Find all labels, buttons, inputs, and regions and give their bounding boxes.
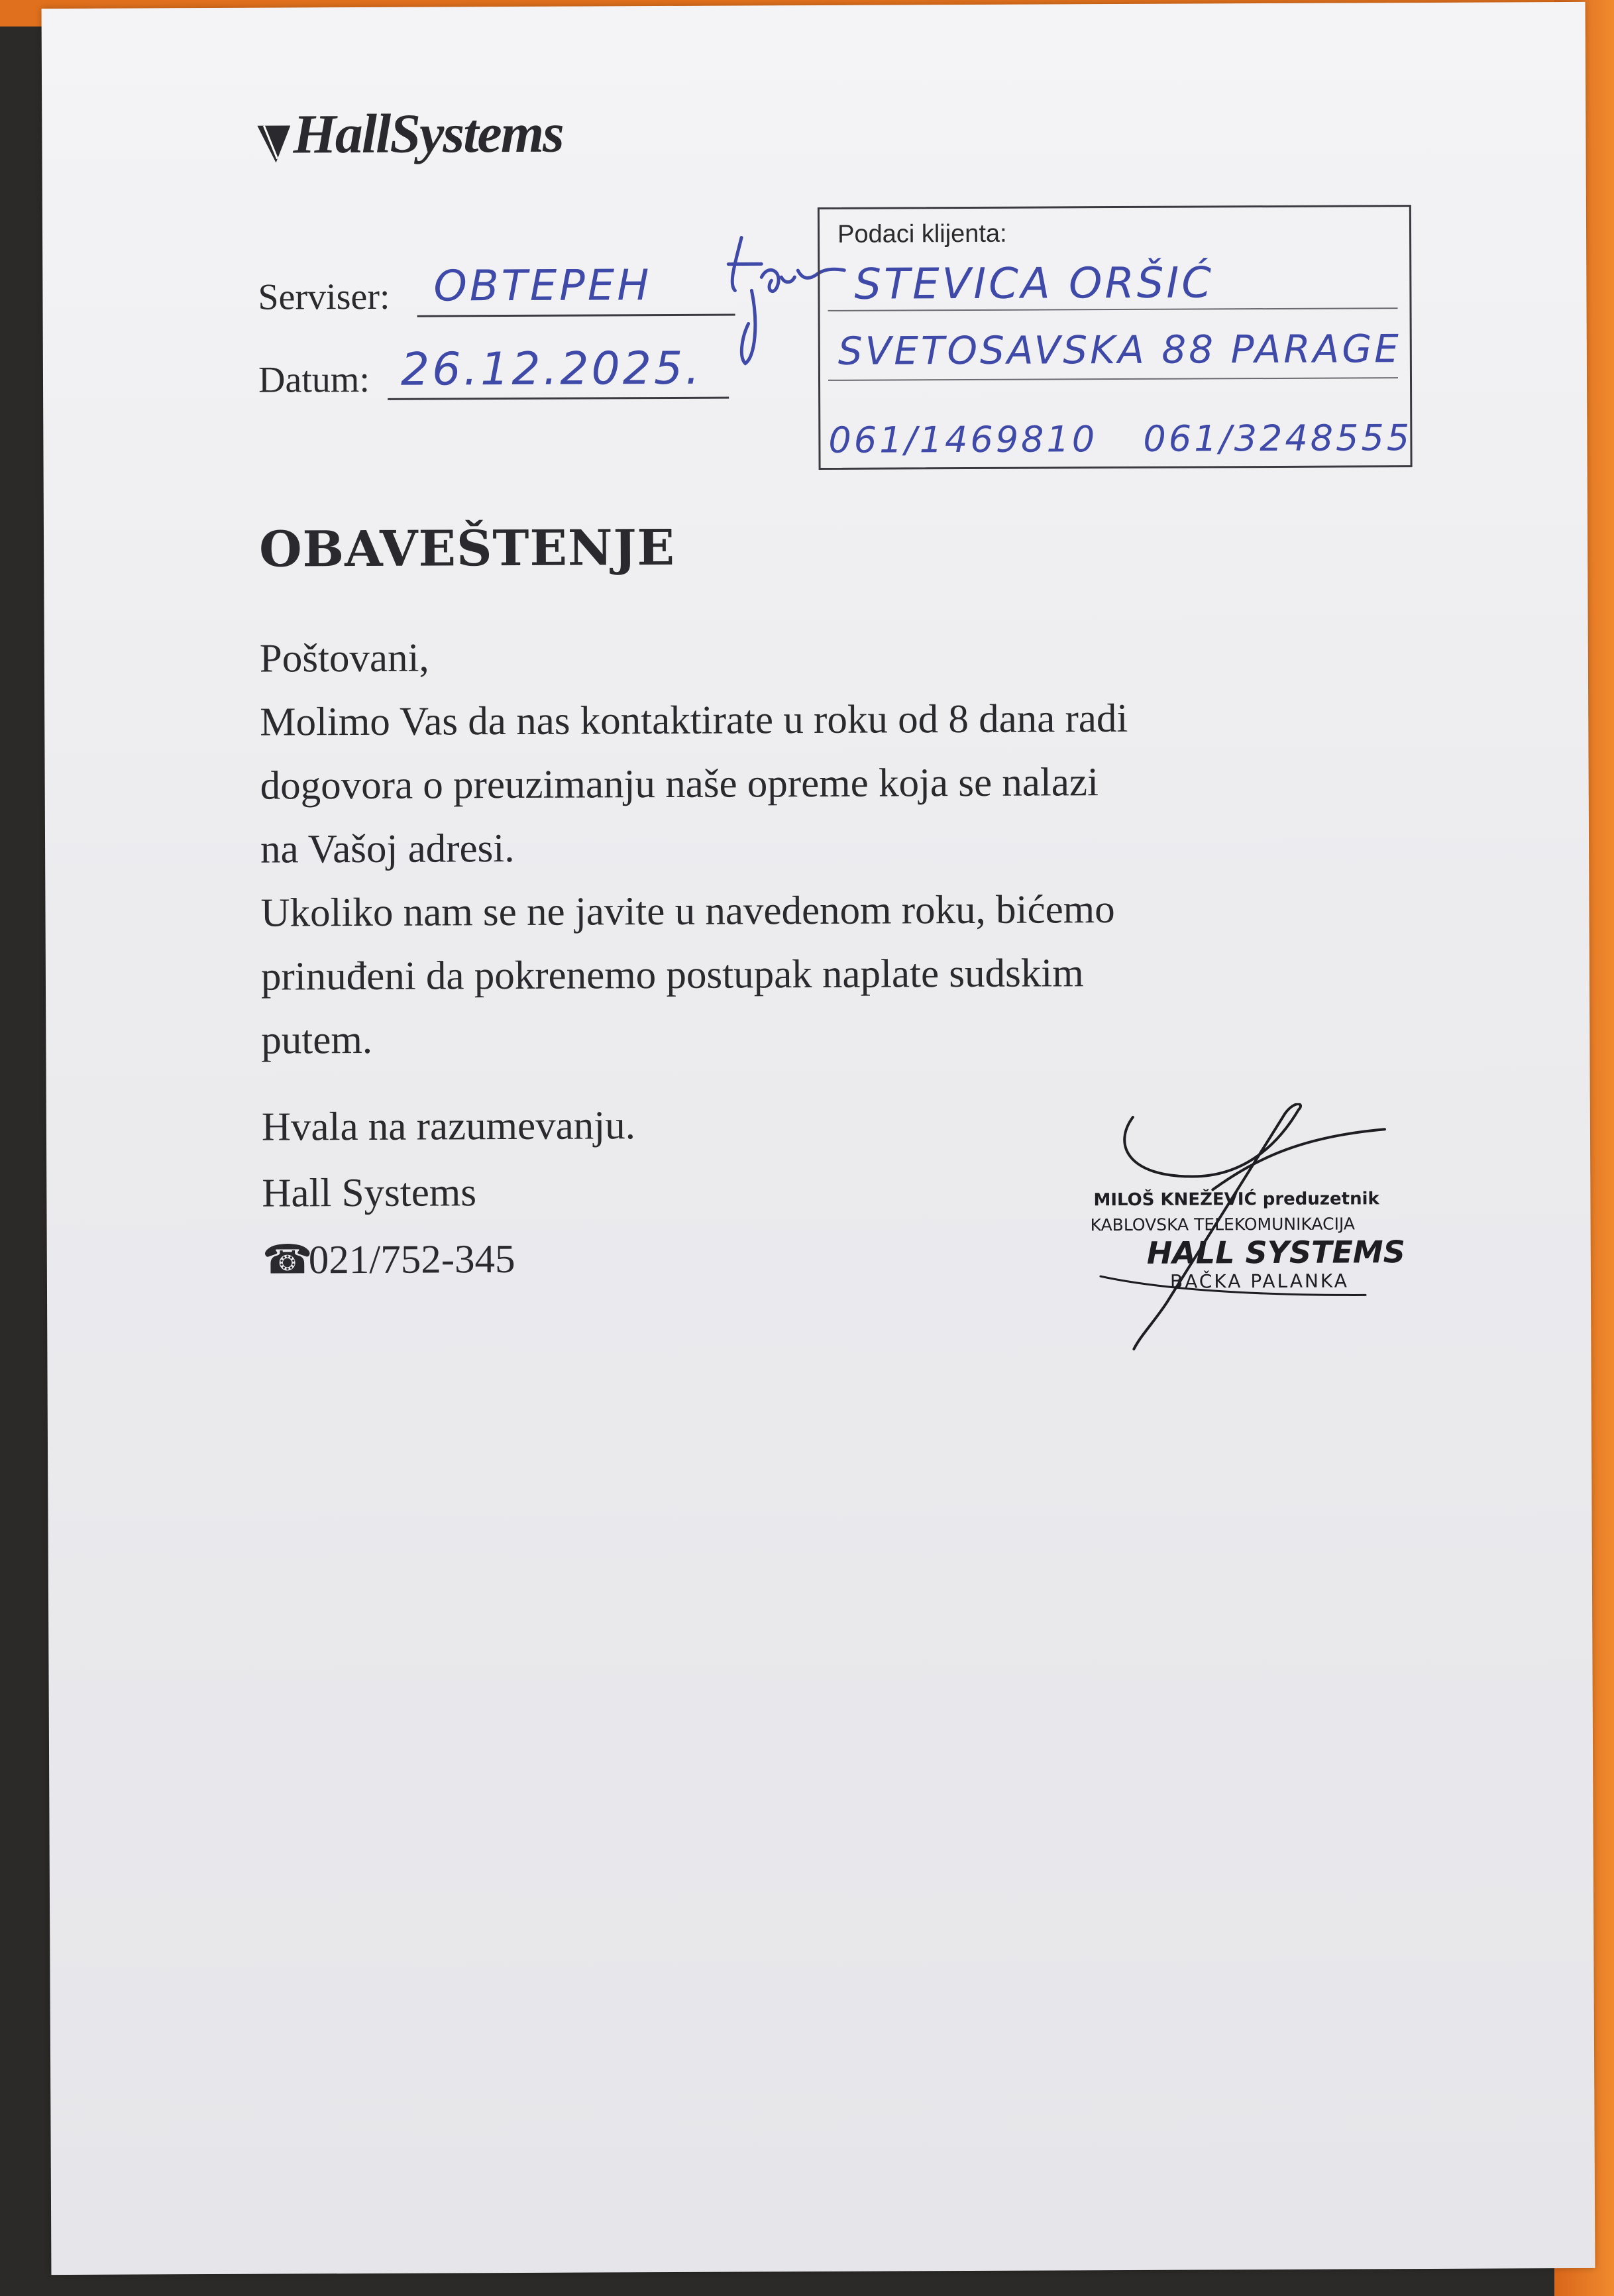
telephone-icon: ☎ (262, 1236, 313, 1284)
letter-greeting: Poštovani, (259, 635, 429, 681)
stamp-owner: MILOŠ KNEŽEVIĆ preduzetnik (1093, 1189, 1379, 1211)
document-heading: OBAVEŠTENJE (258, 519, 676, 578)
closing-company: Hall Systems (262, 1170, 477, 1216)
datum-value: 26.12.2025. (400, 342, 703, 396)
closing-thanks: Hvala na razumevanju. (261, 1103, 636, 1150)
datum-label: Datum: (258, 358, 370, 401)
serviser-line (417, 314, 735, 317)
datum-line (388, 397, 729, 400)
company-logo (257, 102, 563, 166)
stamp-activity: KABLOVSKA TELEKOMUNIKACIJA (1090, 1214, 1356, 1235)
letter-line: prinuđeni da pokrenemo postupak naplate sudskim (260, 951, 1084, 999)
client-box-title: Podaci klijenta: (837, 219, 1007, 248)
closing-phone-row (262, 1225, 636, 1293)
letter-line: na Vašoj adresi. (260, 826, 515, 872)
logo-triangle-icon (257, 125, 290, 162)
serviser-label: Serviser: (258, 276, 390, 318)
stamp-city: BAČKA PALANKA (1169, 1270, 1349, 1293)
company-stamp (1040, 1103, 1413, 1369)
document-page (42, 2, 1595, 2275)
letter-body (260, 622, 1355, 1072)
stamp-company: HALL SYSTEMS (1146, 1234, 1405, 1271)
logo-wordmark: HallSystems (293, 102, 563, 166)
client-name: STEVICA ORŠIĆ (854, 258, 1214, 309)
letter-line: Molimo Vas da nas kontaktirate u roku od 8 dana radi (260, 696, 1128, 745)
letter-closing (262, 1093, 636, 1293)
stamp-signature (1040, 1103, 1413, 1369)
client-phone-1: 061/1469810 (828, 418, 1098, 461)
client-phone-2: 061/3248555 (1143, 417, 1413, 460)
client-address: SVETOSAVSKA 88 PARAGE (837, 326, 1402, 374)
serviser-value: OBTEPEH (433, 261, 652, 311)
closing-phone-number: 021/752-345 (308, 1236, 515, 1283)
letter-line: dogovora o preuzimanju naše opreme koja se nalazi (260, 760, 1099, 808)
letter-line: Ukoliko nam se ne javite u navedenom roku, bićemo (260, 887, 1115, 936)
letter-line: putem. (261, 1017, 373, 1063)
